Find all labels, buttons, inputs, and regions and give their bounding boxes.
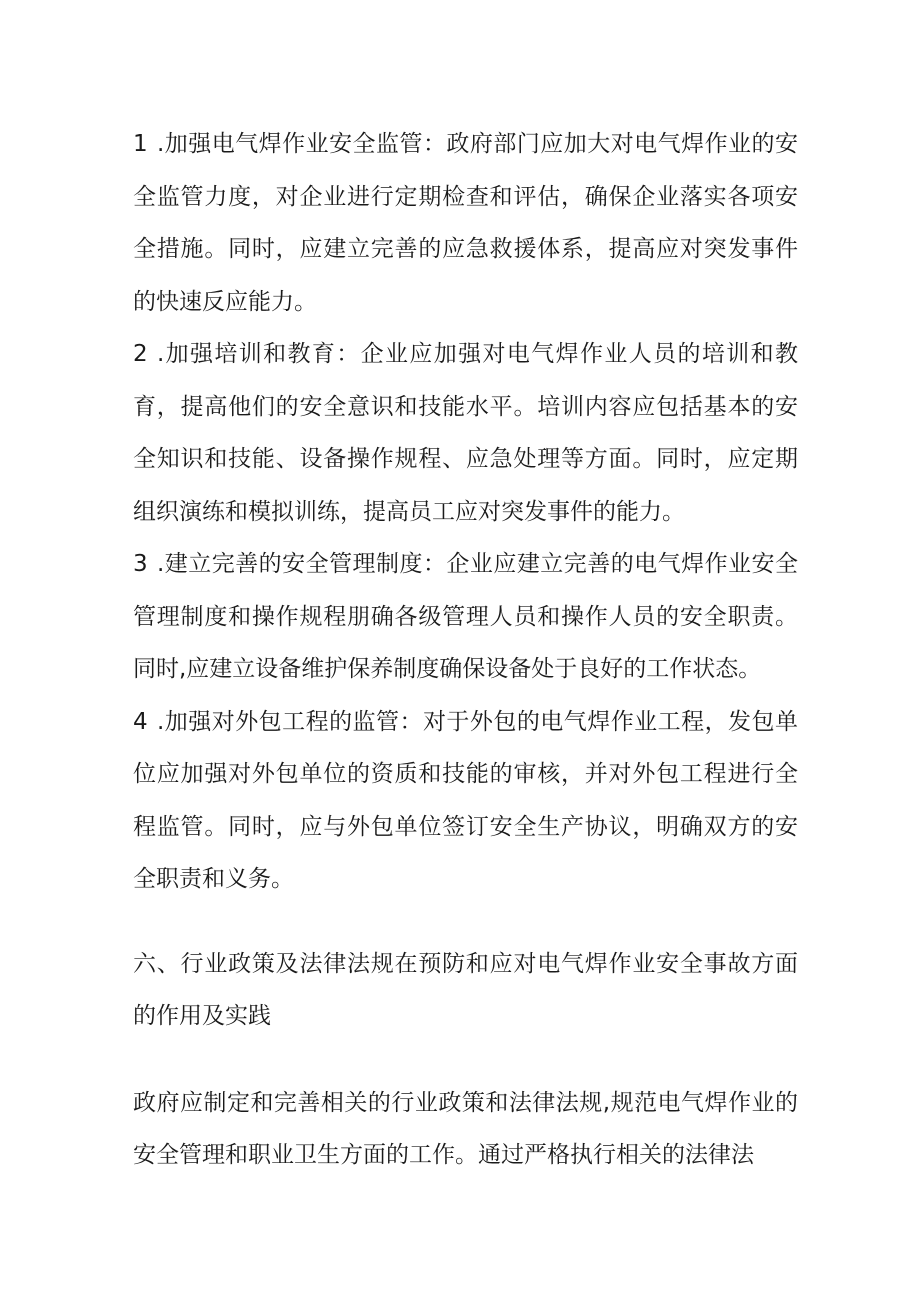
document-page bbox=[133, 118, 798, 1182]
list-item bbox=[133, 328, 798, 538]
list-item-number: 3 bbox=[133, 551, 148, 577]
list-item-number: 4 bbox=[133, 708, 148, 735]
list-item-text: .建立完善的安全管理制度：企业应建立完善的电气焊作业安全管理制度和操作规程朋确各级管理人员和操作人员的安全职责。同时,应建立设备维护保养制度确保设备处于良好的工作状态。 bbox=[133, 551, 798, 682]
section-heading: 六、行业政策及法律法规在预防和应对电气焊作业安全事故方面的作用及实践 bbox=[133, 950, 798, 1029]
list-item bbox=[133, 538, 798, 696]
list-item bbox=[133, 118, 798, 328]
list-item-text: .加强电气焊作业安全监管：政府部门应加大对电气焊作业的安全监管力度，对企业进行定期检查和评估，确保企业落实各项安全措施。同时，应建立完善的应急救援体系，提高应对突发事件的快速反应能力。 bbox=[133, 131, 798, 315]
list-item-text: .加强培训和教育：企业应加强对电气焊作业人员的培训和教育，提高他们的安全意识和技能水平。培训内容应包括基本的安全知识和技能、设备操作规程、应急处理等方面。同时，应定期组织演练和模拟训练，提高员工应对突发事件的能力。 bbox=[133, 341, 798, 525]
list-item-text: .加强对外包工程的监管：对于外包的电气焊作业工程，发包单位应加强对外包单位的资质和技能的审核，并对外包工程进行全程监管。同时，应与外包单位签订安全生产协议，明确双方的安全职责和义务。 bbox=[133, 708, 798, 892]
list-item-number: 2 bbox=[133, 341, 148, 367]
list-item bbox=[133, 696, 798, 906]
list-item-number: 1 bbox=[133, 131, 148, 157]
body-paragraph: 政府应制定和完善相关的行业政策和法律法规,规范电气焊作业的安全管理和职业卫生方面的工作。通过严格执行相关的法律法 bbox=[133, 1089, 798, 1168]
